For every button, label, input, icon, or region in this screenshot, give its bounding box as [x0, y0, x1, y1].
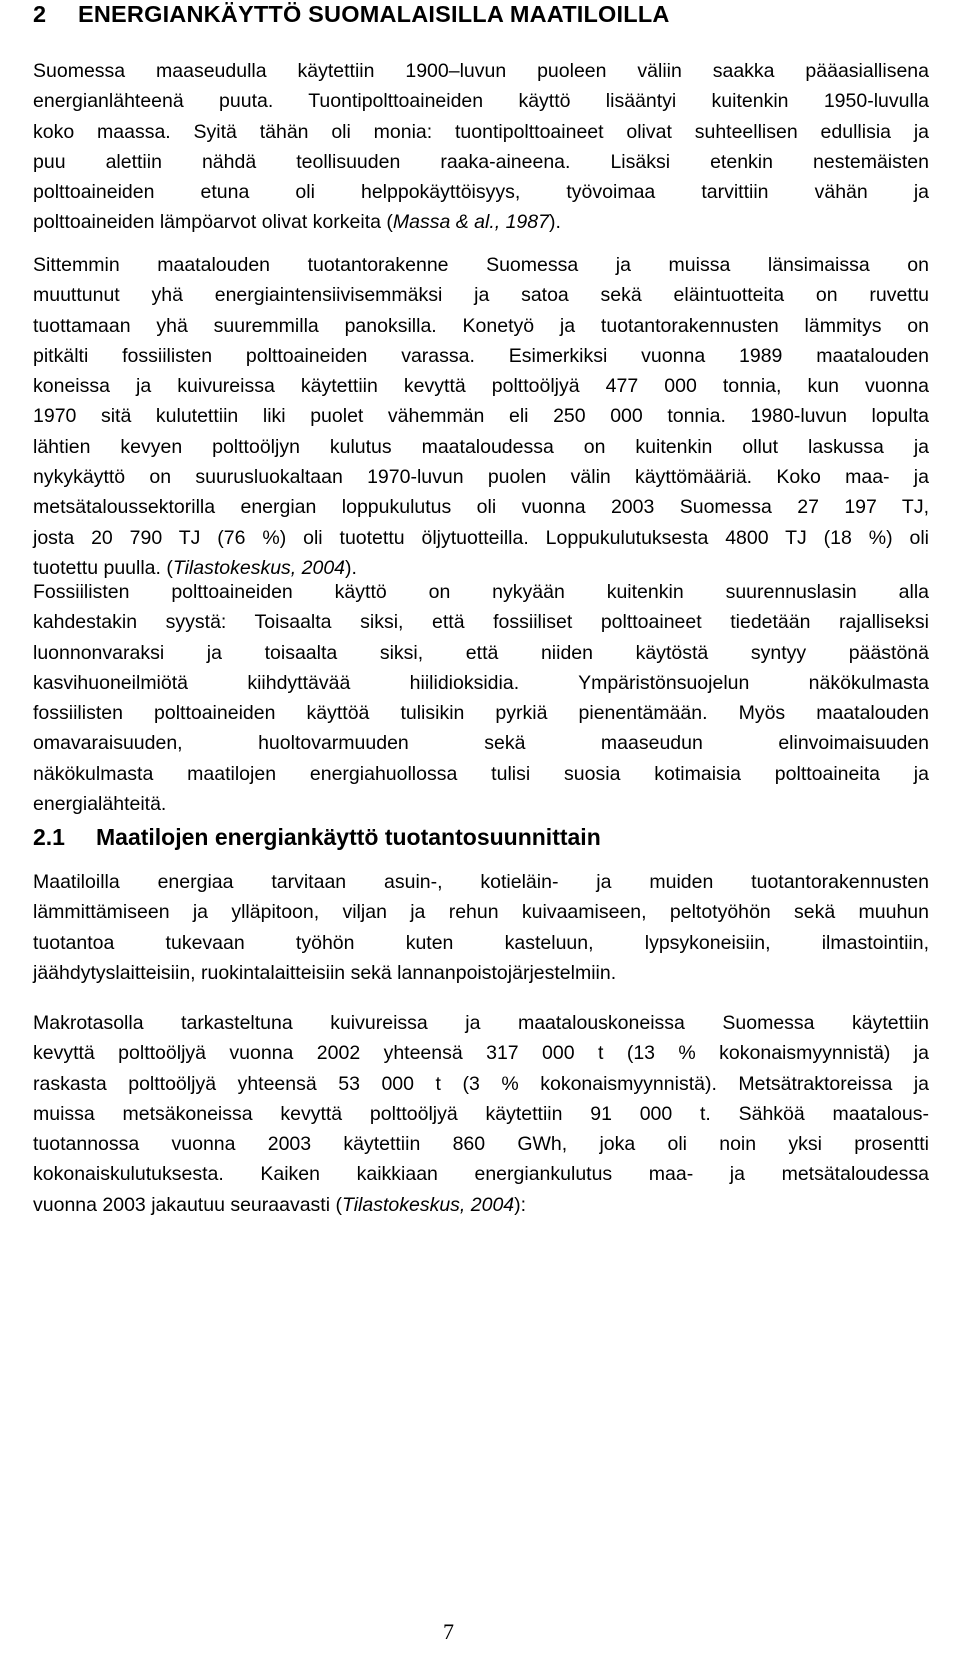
text-line: energialähteitä. [33, 793, 167, 816]
text-line: 1970 sitä kulutettiin liki puolet vähemmän eli 250 000 tonnia. 1980-luvun lopulta [33, 405, 929, 428]
section-heading [33, 1, 670, 28]
subsection-title: Maatilojen energiankäyttö tuotantosuunnittain [96, 824, 601, 850]
text-line: lämmittämiseen ja ylläpitoon, viljan ja rehun kuivaamiseen, peltotyöhön sekä muuhun [33, 901, 929, 924]
text-line: pitkälti fossiilisten polttoaineiden varassa. Esimerkiksi vuonna 1989 maatalouden [33, 344, 929, 367]
section-title: ENERGIANKÄYTTÖ SUOMALAISILLA MAATILOILLA [78, 1, 670, 27]
page-number: 7 [443, 1619, 454, 1644]
text-line: metsätaloussektorilla energian loppukulutus oli vuonna 2003 Suomessa 27 197 TJ, [33, 496, 929, 519]
text-line: raskasta polttoöljyä yhteensä 53 000 t (3 % kokonaismyynnistä). Metsätraktoreissa ja [33, 1072, 929, 1095]
text-line: energianlähteenä puuta. Tuontipolttoaineiden käyttö lisääntyi kuitenkin 1950-luvulla [33, 90, 929, 113]
text-line: omavaraisuuden, huoltovarmuuden sekä maaseudun elinvoimaisuuden [33, 732, 929, 755]
text-line: kahdestakin syystä: Toisaalta siksi, että fossiiliset polttoaineet tiedetään rajalliseksi [33, 611, 929, 634]
citation: Massa & al., 1987 [392, 211, 549, 234]
paragraph [33, 867, 929, 988]
text-line: kasvihuoneilmiötä kiihdyttävää hiilidioksidia. Ympäristönsuojelun näkökulmasta [33, 671, 929, 694]
text-line: tuotannossa vuonna 2003 käytettiin 860 GWh, joka oli noin yksi prosentti [33, 1133, 929, 1156]
text-line: Sittemmin maatalouden tuotantorakenne Suomessa ja muissa länsimaissa on [33, 254, 929, 276]
text-line: polttoaineiden lämpöarvot olivat korkeita (Massa & al., 1987). [33, 211, 561, 234]
text-line: näkökulmasta maatilojen energiahuollossa tulisi suosia kotimaisia polttoaineita ja [33, 762, 929, 785]
text-line: muuttunut yhä energiaintensiivisemmäksi ja satoa sekä eläintuotteita on ruvettu [33, 284, 929, 307]
text-line: tuotettu puulla. (Tilastokeskus, 2004). [33, 556, 357, 579]
paragraph [33, 1008, 929, 1220]
paragraph [33, 577, 929, 819]
text-line: koko maassa. Syitä tähän oli monia: tuontipolttoaineet olivat suhteellisen edullisia ja [33, 120, 929, 143]
text-line: polttoaineiden etuna oli helppokäyttöisyys, työvoimaa tarvittiin vähän ja [33, 181, 929, 204]
text-line: Fossiilisten polttoaineiden käyttö on nykyään kuitenkin suurennuslasin alla [33, 581, 929, 603]
text-line: nykykäyttö on suurusluokaltaan 1970-luvun puolen välin käyttömääriä. Koko maa- ja [33, 466, 929, 489]
subsection-heading [33, 824, 601, 851]
text-line: josta 20 790 TJ (76 %) oli tuotettu öljytuotteilla. Loppukulutuksesta 4800 TJ (18 %) oli [33, 526, 929, 549]
section-number: 2 [33, 1, 47, 27]
text-line: jäähdytyslaitteisiin, ruokintalaitteisiin sekä lannanpoistojärjestelmiin. [33, 961, 617, 984]
paragraph [33, 250, 929, 583]
text-line: luonnonvaraksi ja toisaalta siksi, että niiden käytöstä syntyy päästönä [33, 641, 929, 664]
subsection-number: 2.1 [33, 824, 65, 850]
text-line: lähtien kevyen polttoöljyn kulutus maataloudessa on kuitenkin ollut laskussa ja [33, 435, 929, 458]
text-line: muissa metsäkoneissa kevyttä polttoöljyä käytettiin 91 000 t. Sähköä maatalous- [33, 1102, 929, 1125]
text-line: Suomessa maaseudulla käytettiin 1900–luvun puoleen väliin saakka pääasiallisena [33, 60, 929, 82]
text-line: tuotantoa tukevaan työhön kuten kasteluun, lypsykoneisiin, ilmastointiin, [33, 931, 929, 954]
text-line: Maatiloilla energiaa tarvitaan asuin-, kotieläin- ja muiden tuotantorakennusten [33, 871, 929, 893]
text-line: koneissa ja kuivureissa käytettiin kevyttä polttoöljyä 477 000 tonnia, kun vuonna [33, 375, 929, 398]
text-line: kevyttä polttoöljyä vuonna 2002 yhteensä 317 000 t (13 % kokonaismyynnistä) ja [33, 1042, 929, 1065]
text-line: fossiilisten polttoaineiden käyttöä tulisikin pyrkiä pienentämään. Myös maatalouden [33, 702, 929, 725]
text-line: puu alettiin nähdä teollisuuden raaka-aineena. Lisäksi etenkin nestemäisten [33, 150, 929, 173]
text-line: Makrotasolla tarkasteltuna kuivureissa ja maatalouskoneissa Suomessa käytettiin [33, 1012, 929, 1034]
citation: Tilastokeskus, 2004 [172, 556, 346, 579]
paragraph [33, 56, 929, 238]
text-line: tuottamaan yhä suuremmilla panoksilla. Konetyö ja tuotantorakennusten lämmitys on [33, 314, 929, 337]
text-line: kokonaiskulutuksesta. Kaiken kaikkiaan energiankulutus maa- ja metsätaloudessa [33, 1163, 929, 1186]
text-line: vuonna 2003 jakautuu seuraavasti (Tilastokeskus, 2004): [33, 1193, 527, 1216]
citation: Tilastokeskus, 2004 [341, 1193, 515, 1216]
